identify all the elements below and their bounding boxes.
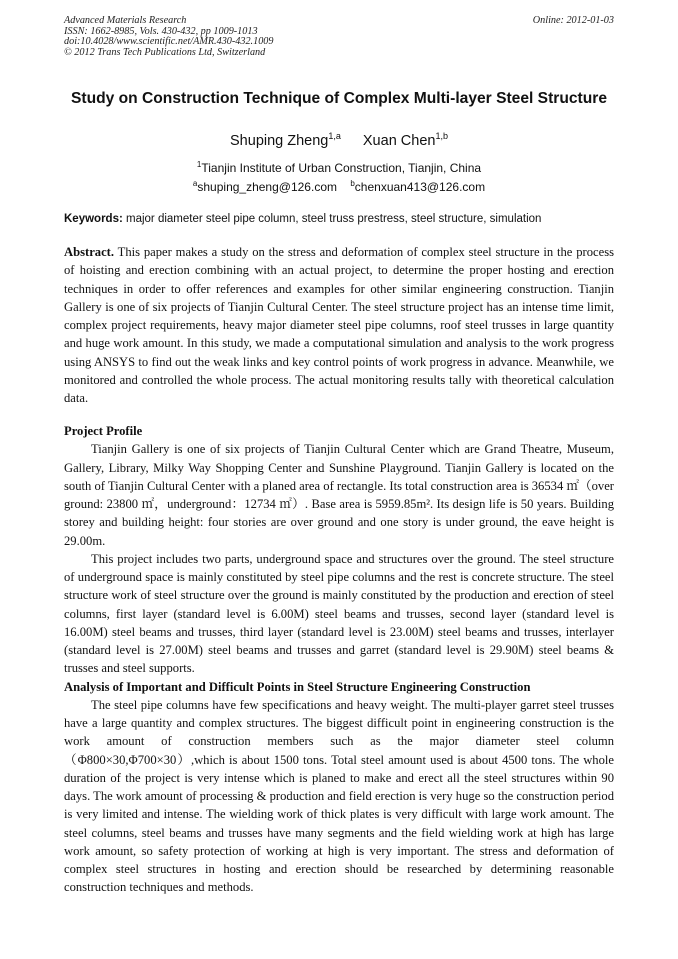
section-heading: Project Profile — [64, 424, 143, 438]
author-superscript: 1,a — [328, 131, 341, 141]
keywords-text: major diameter steel pipe column, steel truss prestress, steel structure, simulation — [126, 213, 542, 225]
keywords — [64, 213, 624, 225]
author-name: Shuping Zheng — [230, 132, 329, 149]
affiliation-line — [0, 160, 678, 175]
keywords-label: Keywords: — [64, 213, 123, 225]
affiliation-marker: 1 — [196, 160, 202, 169]
author-list — [0, 131, 678, 149]
abstract — [64, 243, 614, 407]
page-header — [64, 16, 614, 58]
email-marker: a — [192, 179, 198, 188]
paragraph: This project includes two parts, underground space and structures over the ground. The steel structure of underground space is mainly constituted by steel pipe columns and the rest is concrete structure. The steel structure work of steel structure over the ground is mainly constituted by the production and erection of steel columns, first layer (standard level is 6.00M) steel beams and trusses, second layer (standard level is 16.00M) steel beams and trusses, third layer (standard level is 23.00M) steel beams and trusses, interlayer (standard level is 27.00M) steel beams and trusses and garret (standard level is 29.90M) steel beams & trusses and steel supports. — [64, 551, 614, 676]
paragraph: The steel pipe columns have few specifications and heavy weight. The multi-player garret steel trusses have a large quantity and complex structures. The biggest difficult point in engineering construction is the work amount of construction members such as the major diameter steel column（Φ800×30,Φ700×30）,which is about 1500 tons. Total steel amount used is about 4500 tons. The whole duration of the project is very intense which is planed to make and erect all the steel structures within 90 days. The work amount of processing & production and field erection is very huge so the construction period is very limited and intense. The wielding work of thick plates is very difficult with large work amount. The steel columns, steel beams and trusses have many segments and the field wielding work at high has large work amount, so safety protection of working at high is very important. The stress and deformation of complex steel structures in hosting and erection should be researched by determining reasonable construction techniques and methods. — [64, 697, 614, 895]
email-marker: b — [350, 179, 355, 188]
section-heading: Analysis of Important and Difficult Points in Steel Structure Engineering Construction — [64, 679, 531, 694]
issn-line: ISSN: 1662-8985, Vols. 430-432, pp 1009-1013 — [64, 25, 258, 37]
abstract-label: Abstract. — [64, 245, 115, 259]
affiliation-institute: Tianjin Institute of Urban Construction, Tianjin, China — [201, 161, 482, 175]
email-line — [0, 179, 678, 194]
author-name: Xuan Chen — [362, 132, 436, 149]
copyright-line: © 2012 Trans Tech Publications Ltd, Switzerland — [64, 46, 266, 58]
online-date: Online: 2012-01-03 — [532, 15, 614, 26]
email-link[interactable]: chenxuan413@126.com — [354, 180, 486, 194]
paragraph: Tianjin Gallery is one of six projects of Tianjin Cultural Center which are Grand Theatre, Museum, Gallery, Library, Milky Way Shopping Center and Sunshine Playground. Tianjin Gallery is located on the south of Tianjin Cultural Center with a planed area of rectangle. Its total construction area is 36534 ㎡（over ground: 23800 ㎡，underground：12734 ㎡）. Base area is 5959.85m². Its design life is 50 years. Building storey and building height: four stories are over ground and one story is under ground, the eave height is 29.00m. — [64, 442, 614, 548]
author-superscript: 1,b — [435, 131, 448, 141]
section-project-profile — [64, 422, 614, 897]
abstract-text: This paper makes a study on the stress and deformation of complex steel structure in the process of hoisting and erection combining with an actual project, to determine the proper hosting and erection techniques in order to offer references and examples for other similar engineering construction. Tianjin Gallery is one of six projects of Tianjin Cultural Center. The steel structure project has an intense time limit, complex project requirements, heavy major diameter steel pipe columns, roof steel trusses in large quantity and huge work amount. In this study, we made a computational simulation and analysis to the work progress using ANSYS to find out the weak links and key control points of work progress in advance. Meanwhile, we monitored and controlled the whole process. The actual monitoring results tally with theoretical calculation data. — [64, 245, 614, 405]
journal-name: Advanced Materials Research — [64, 15, 187, 26]
email-link[interactable]: shuping_zheng@126.com — [197, 180, 337, 194]
doi-line: doi:10.4028/www.scientific.net/AMR.430-432.1009 — [64, 36, 274, 48]
paper-title: Study on Construction Technique of Complex Multi-layer Steel Structure — [70, 90, 607, 107]
